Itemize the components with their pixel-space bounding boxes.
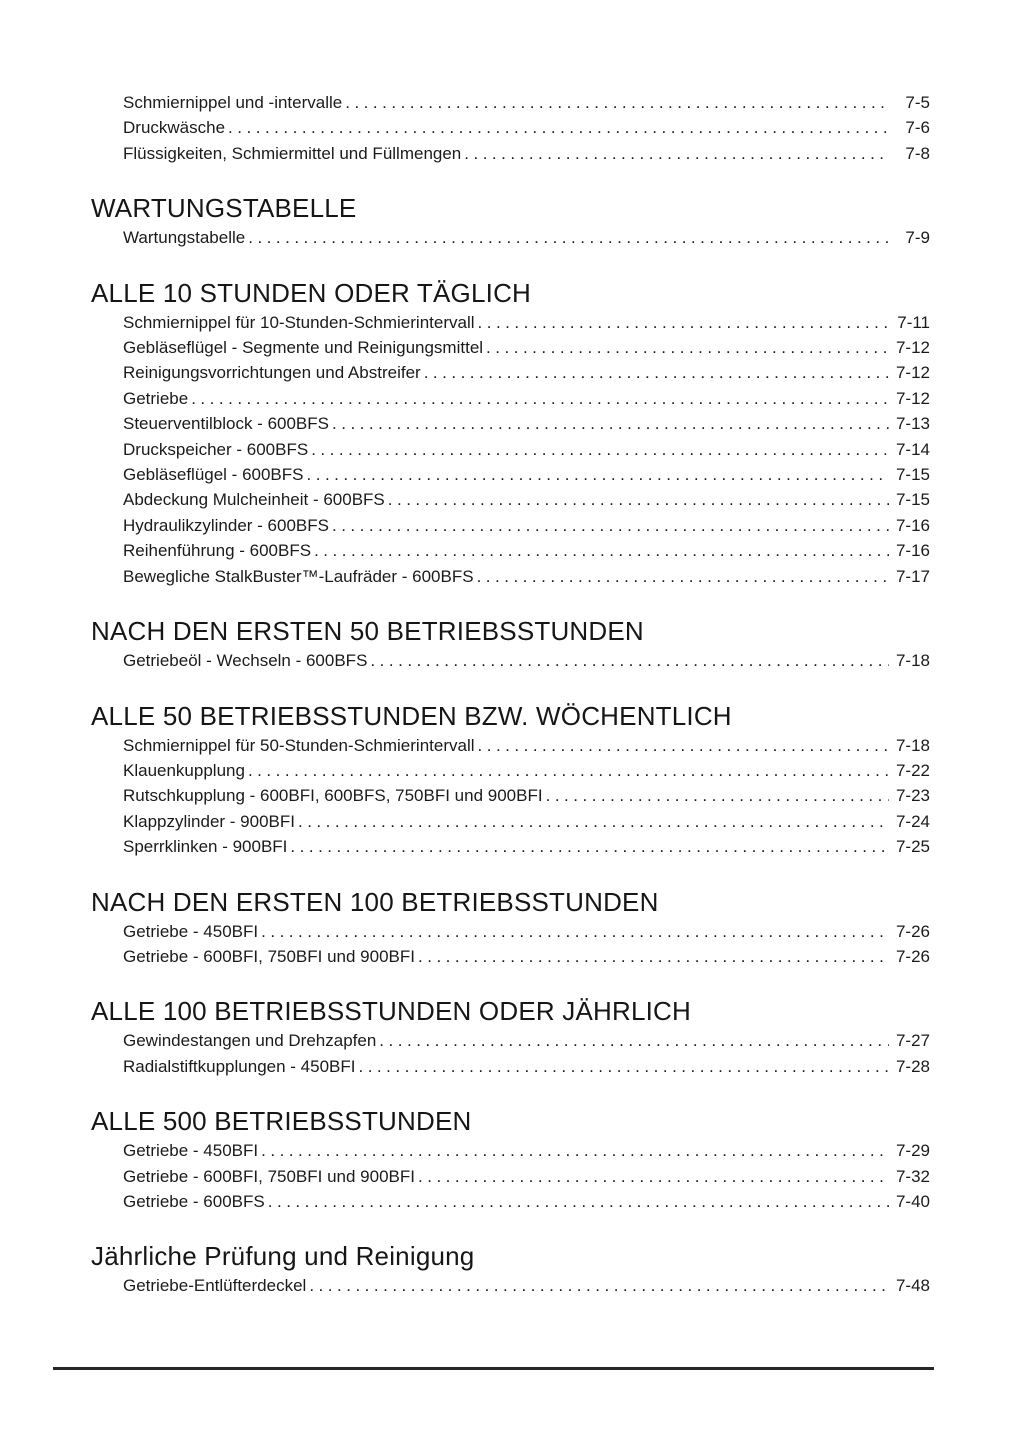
- toc-row: [123, 733, 930, 758]
- toc-item-label: Steuerventilblock - 600BFS: [123, 414, 329, 434]
- toc-item-page-number: 7-12: [895, 388, 930, 408]
- toc-item-page-number: 7-16: [895, 541, 930, 561]
- toc-item-label: Getriebe - 600BFI, 750BFI und 900BFI: [123, 946, 415, 966]
- toc-section-items: [91, 1273, 930, 1298]
- toc-item-label: Bewegliche StalkBuster™-Laufräder - 600BFS: [123, 566, 474, 586]
- toc-item-page-number: 7-12: [895, 338, 930, 358]
- leader-dots: [332, 513, 889, 538]
- toc-section: [91, 886, 930, 970]
- toc-row: [123, 538, 930, 563]
- leader-dots: [345, 90, 889, 115]
- toc-section-items: [91, 310, 930, 589]
- toc-item-label: Getriebe - 600BFI, 750BFI und 900BFI: [123, 1166, 415, 1186]
- toc-section-items: [91, 90, 930, 166]
- toc-item-label: Getriebe: [123, 388, 189, 408]
- toc-row: [123, 487, 930, 512]
- toc-item-page-number: 7-22: [895, 760, 930, 780]
- toc-item-page-number: 7-24: [895, 811, 930, 831]
- toc-section: [91, 277, 930, 589]
- toc-item-label: Hydraulikzylinder - 600BFS: [123, 515, 329, 535]
- toc-item-label: Gewindestangen und Drehzapfen: [123, 1031, 377, 1051]
- leader-dots: [370, 648, 889, 673]
- toc-item-page-number: 7-29: [895, 1141, 930, 1161]
- leader-dots: [418, 944, 889, 969]
- leader-dots: [248, 225, 889, 250]
- toc-item-page-number: 7-15: [895, 490, 930, 510]
- toc-row: [123, 783, 930, 808]
- toc-section: [91, 192, 930, 250]
- toc-row: [123, 1189, 930, 1214]
- toc-item-page-number: 7-11: [897, 312, 930, 332]
- toc-item-label: Druckspeicher - 600BFS: [123, 439, 309, 459]
- toc-item-page-number: 7-18: [895, 735, 930, 755]
- toc-item-page-number: 7-16: [895, 515, 930, 535]
- toc-item-label: Reihenführung - 600BFS: [123, 541, 312, 561]
- toc-item-page-number: 7-48: [895, 1276, 930, 1296]
- toc-item-page-number: 7-8: [905, 143, 930, 163]
- toc-item-page-number: 7-40: [895, 1191, 930, 1211]
- toc-row: [123, 462, 930, 487]
- leader-dots: [309, 1273, 889, 1298]
- leader-dots: [546, 783, 889, 808]
- toc-section-items: [91, 1028, 930, 1079]
- toc-item-label: Klappzylinder - 900BFI: [123, 811, 295, 831]
- leader-dots: [424, 360, 889, 385]
- toc-section: [91, 995, 930, 1079]
- toc-section-heading: ALLE 10 STUNDEN ODER TÄGLICH: [91, 277, 532, 308]
- toc-row: [123, 564, 930, 589]
- toc-section: [91, 90, 930, 166]
- leader-dots: [298, 809, 889, 834]
- toc-item-label: Getriebe - 450BFI: [123, 1141, 259, 1161]
- toc-section-heading: ALLE 50 BETRIEBSSTUNDEN BZW. WÖCHENTLICH: [91, 700, 732, 731]
- toc-item-page-number: 7-32: [895, 1166, 930, 1186]
- toc-row: [123, 648, 930, 673]
- leader-dots: [418, 1164, 889, 1189]
- leader-dots: [464, 141, 889, 166]
- leader-dots: [379, 1028, 889, 1053]
- leader-dots: [228, 115, 889, 140]
- toc-row: [123, 919, 930, 944]
- toc-row: [123, 1138, 930, 1163]
- toc-item-page-number: 7-28: [895, 1056, 930, 1076]
- toc-row: [123, 437, 930, 462]
- toc-item-label: Schmiernippel und -intervalle: [123, 93, 343, 112]
- toc-row: [123, 360, 930, 385]
- toc-row: [123, 834, 930, 859]
- toc-row: [123, 1054, 930, 1079]
- leader-dots: [290, 834, 889, 859]
- toc-row: [123, 1028, 930, 1053]
- leader-dots: [311, 437, 889, 462]
- toc-row: [123, 90, 930, 115]
- leader-dots: [248, 758, 889, 783]
- toc-item-page-number: 7-6: [905, 118, 930, 138]
- toc-item-label: Sperrklinken - 900BFI: [123, 837, 288, 857]
- toc-item-label: Klauenkupplung: [123, 760, 245, 780]
- toc-section-items: [91, 1138, 930, 1214]
- leader-dots: [332, 411, 889, 436]
- toc-section: [91, 1240, 930, 1298]
- toc-item-label: Getriebeöl - Wechseln - 600BFS: [123, 651, 368, 671]
- toc-section-heading: NACH DEN ERSTEN 50 BETRIEBSSTUNDEN: [91, 616, 644, 647]
- leader-dots: [486, 335, 889, 360]
- toc-row: [123, 411, 930, 436]
- leader-dots: [191, 386, 889, 411]
- toc-item-page-number: 7-5: [905, 93, 930, 112]
- toc-item-page-number: 7-26: [895, 921, 930, 941]
- toc-row: [123, 310, 930, 335]
- toc-item-label: Abdeckung Mulcheinheit - 600BFS: [123, 490, 385, 510]
- toc-item-page-number: 7-27: [895, 1031, 930, 1051]
- toc-item-label: Rutschkupplung - 600BFI, 600BFS, 750BFI und 900BFI: [123, 786, 543, 806]
- toc-item-label: Schmiernippel für 10-Stunden-Schmierintervall: [123, 312, 475, 332]
- toc-section: [91, 1105, 930, 1214]
- toc-section-heading: ALLE 500 BETRIEBSSTUNDEN: [91, 1106, 472, 1137]
- toc-row: [123, 141, 930, 166]
- toc-section-heading: Jährliche Prüfung und Reinigung: [91, 1241, 475, 1272]
- toc-item-page-number: 7-25: [895, 837, 930, 857]
- toc-section-heading: NACH DEN ERSTEN 100 BETRIEBSSTUNDEN: [91, 886, 659, 917]
- toc-item-page-number: 7-17: [895, 566, 930, 586]
- toc-row: [123, 225, 930, 250]
- toc-item-label: Druckwäsche: [123, 118, 226, 138]
- toc-row: [123, 1164, 930, 1189]
- toc-row: [123, 1273, 930, 1298]
- leader-dots: [268, 1189, 889, 1214]
- toc-item-label: Radialstiftkupplungen - 450BFI: [123, 1056, 356, 1076]
- leader-dots: [388, 487, 889, 512]
- toc-section-heading: WARTUNGSTABELLE: [91, 193, 357, 224]
- toc-section-heading: ALLE 100 BETRIEBSSTUNDEN ODER JÄHRLICH: [91, 996, 691, 1027]
- toc-item-label: Wartungstabelle: [123, 228, 246, 248]
- toc-item-label: Gebläseflügel - 600BFS: [123, 465, 304, 485]
- leader-dots: [261, 1138, 889, 1163]
- toc-item-page-number: 7-26: [895, 946, 930, 966]
- leader-dots: [261, 919, 889, 944]
- footer-rule: [53, 1367, 934, 1370]
- toc-item-label: Gebläseflügel - Segmente und Reinigungsmittel: [123, 338, 484, 358]
- toc-item-label: Schmiernippel für 50-Stunden-Schmierintervall: [123, 735, 475, 755]
- leader-dots: [477, 564, 889, 589]
- toc-row: [123, 115, 930, 140]
- toc-item-page-number: 7-18: [895, 651, 930, 671]
- toc-section-items: [91, 919, 930, 970]
- toc-row: [123, 758, 930, 783]
- leader-dots: [478, 733, 889, 758]
- toc-row: [123, 513, 930, 538]
- toc-section-items: [91, 225, 930, 250]
- toc-item-label: Flüssigkeiten, Schmiermittel und Füllmengen: [123, 143, 462, 163]
- toc-item-label: Getriebe - 600BFS: [123, 1191, 265, 1211]
- toc-row: [123, 335, 930, 360]
- toc-section-items: [91, 648, 930, 673]
- toc-item-page-number: 7-13: [895, 414, 930, 434]
- toc-row: [123, 809, 930, 834]
- toc-item-label: Getriebe - 450BFI: [123, 921, 259, 941]
- toc-row: [123, 944, 930, 969]
- leader-dots: [358, 1054, 888, 1079]
- toc-section: [91, 700, 930, 860]
- toc-item-label: Reinigungsvorrichtungen und Abstreifer: [123, 363, 421, 383]
- toc-item-page-number: 7-12: [895, 363, 930, 383]
- toc-item-page-number: 7-14: [895, 439, 930, 459]
- toc-section-items: [91, 733, 930, 860]
- leader-dots: [478, 310, 890, 335]
- toc-item-page-number: 7-23: [895, 786, 930, 806]
- leader-dots: [314, 538, 889, 563]
- toc-item-page-number: 7-15: [895, 465, 930, 485]
- toc-section: [91, 615, 930, 673]
- toc-item-label: Getriebe-Entlüfterdeckel: [123, 1276, 307, 1296]
- toc-item-page-number: 7-9: [905, 228, 930, 248]
- leader-dots: [307, 462, 889, 487]
- toc-row: [123, 386, 930, 411]
